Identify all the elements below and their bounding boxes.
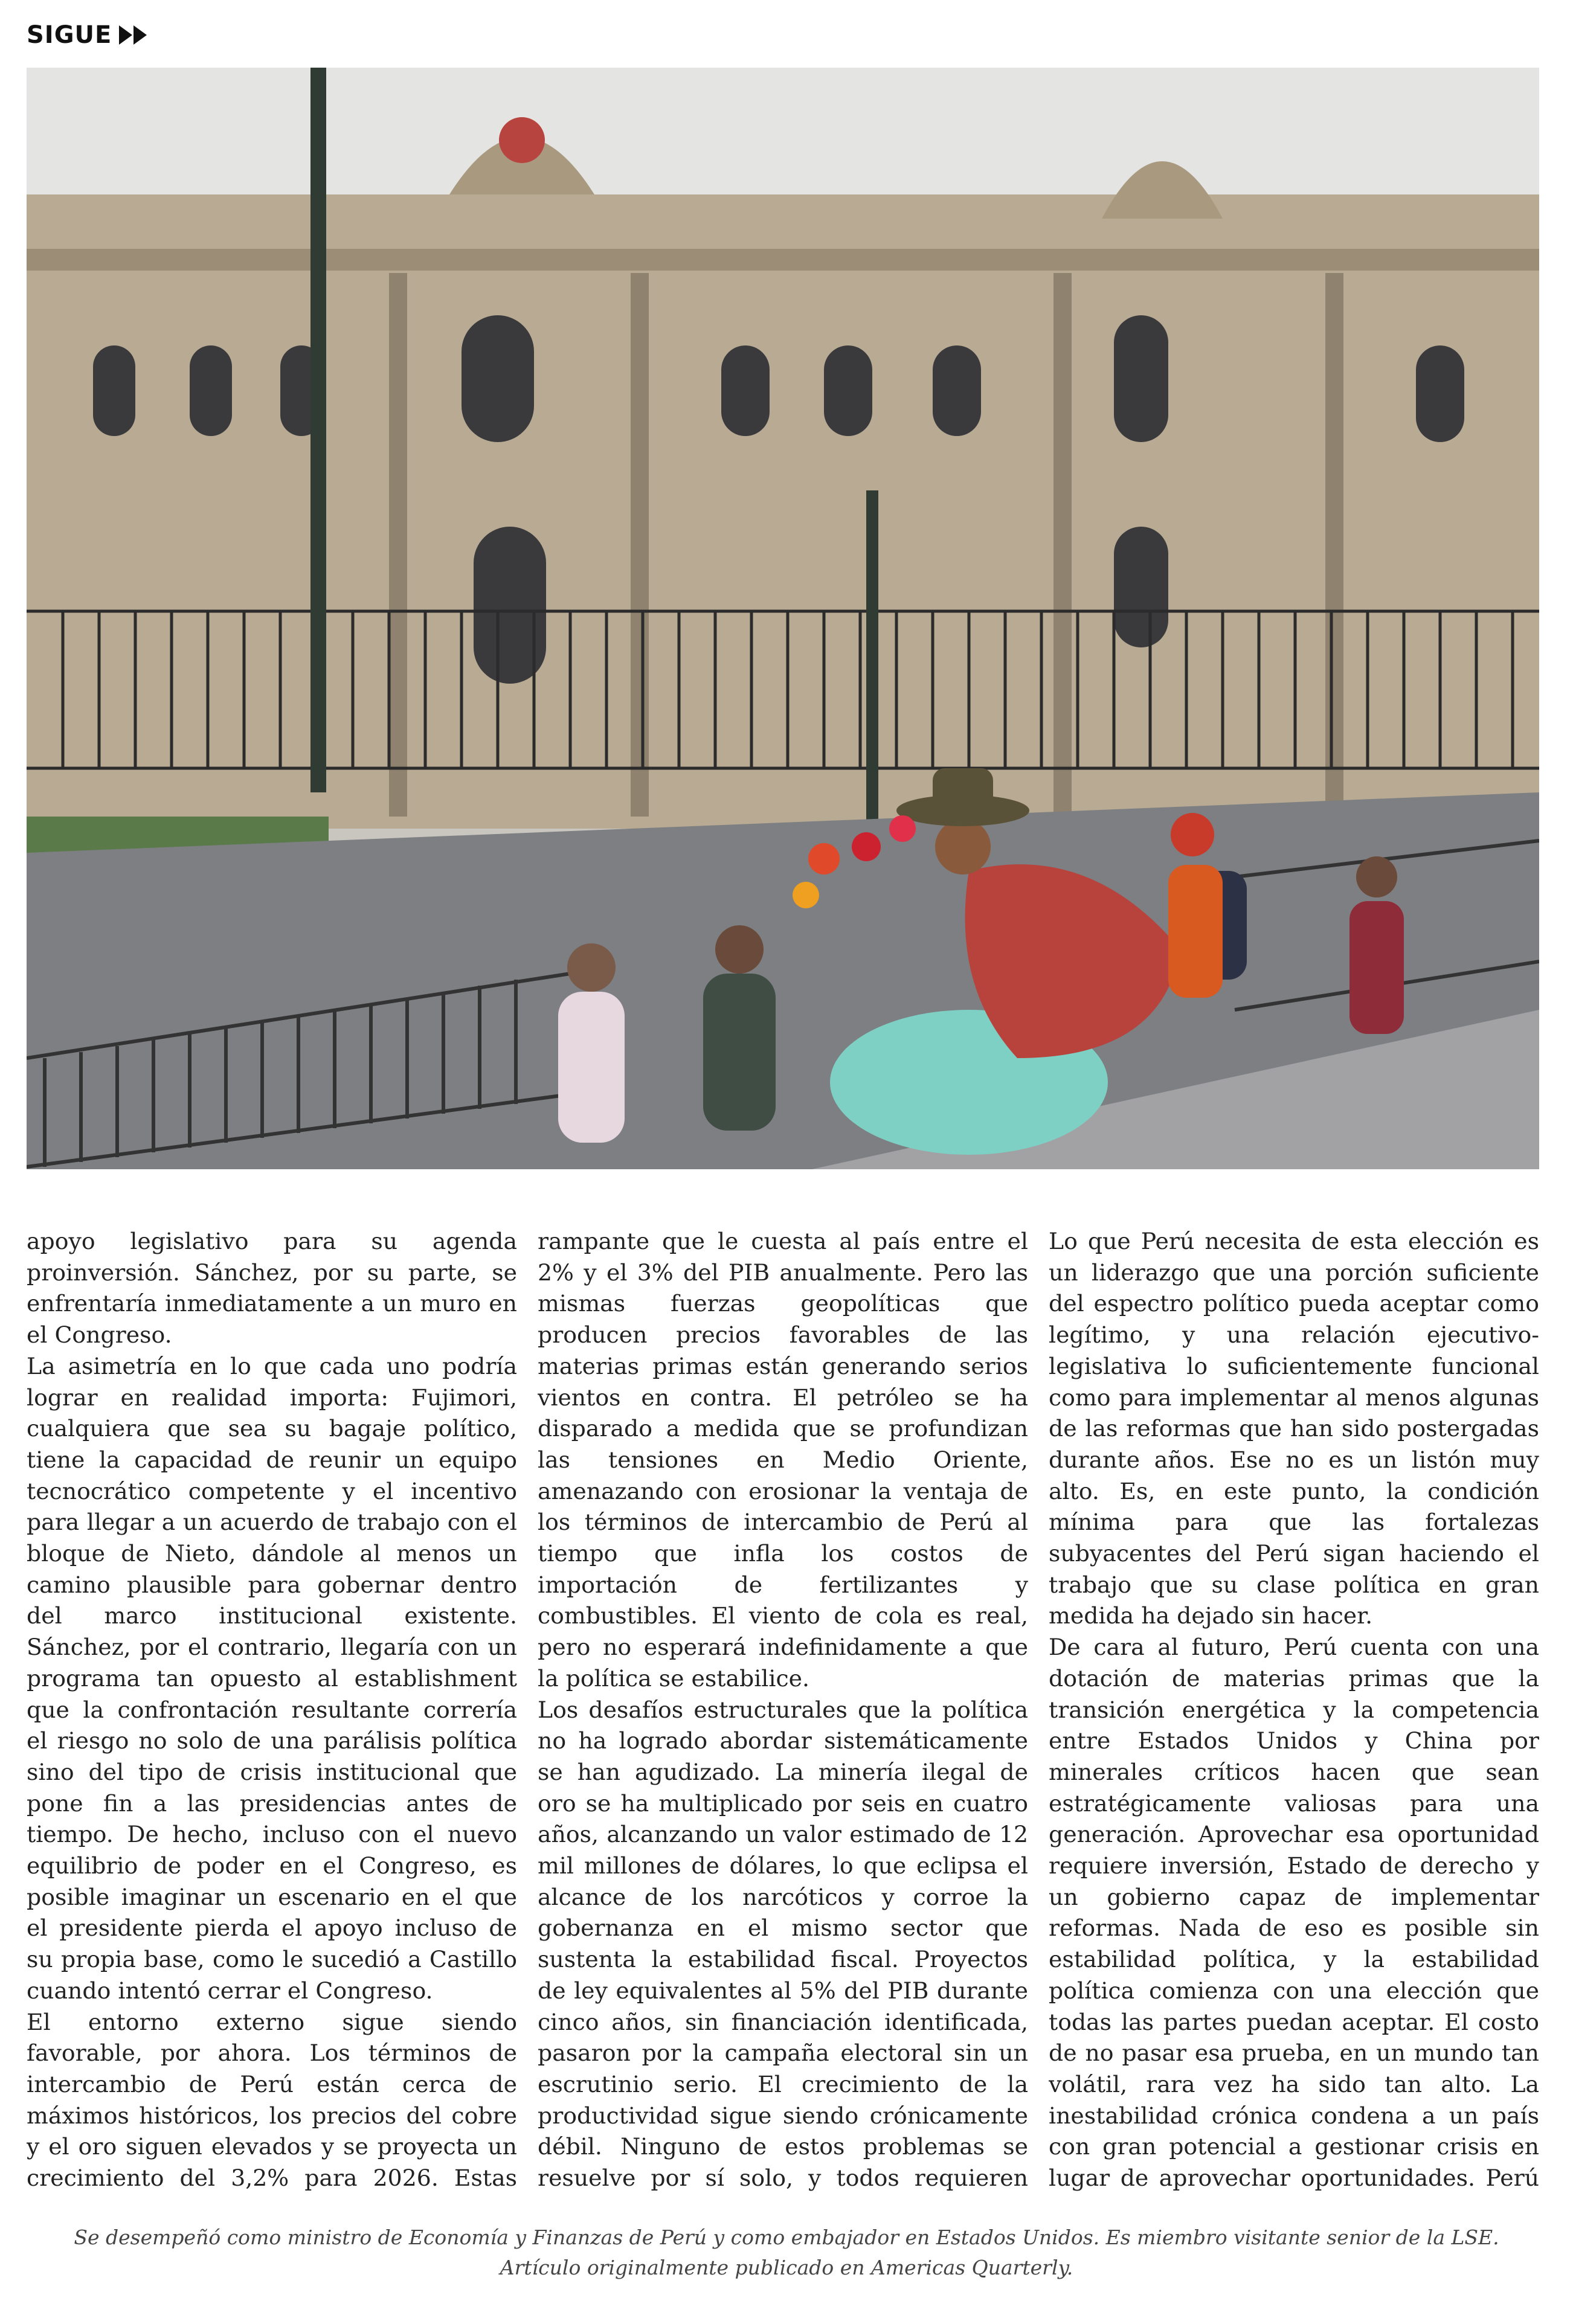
paragraph: Los desafíos estructurales que la política no ha logrado abordar sistemáticamente se han agudizado. La minería ilegal de oro se ha multiplicado por seis en cuatro años, alcanzando un valor estimado de 12 mil millones de dólares, lo que eclipsa el alcance de los narcóticos y corroe la gobernanza en el mismo sector que sustenta la estabilidad fiscal. Proyectos de ley equivalentes al 5% del PIB durante cinco años, sin financiación identificada, pasaron por la campaña electoral sin un escrutinio serio. El crecimiento de la productividad sigue siendo crónicamente débil. Ninguno de estos problemas se resuelve por sí solo, y todos requieren <box>538 1696 1028 2192</box>
paragraph: El entorno externo sigue siendo favorable, por ahora. Los términos de intercambio de Perú están cerca de máximos históricos, los precios del cobre y el oro siguen elevados y se proyecta un crecimiento del 3,2% para 2026. Estas <box>27 2008 517 2192</box>
article-photo <box>27 68 1539 1169</box>
continue-label: SIGUE <box>27 21 112 49</box>
double-play-arrow-icon <box>118 25 147 45</box>
paragraph: Lo que Perú necesita de esta elección es un liderazgo que una porción suficiente del espectro político pueda aceptar como legítimo, y una relación ejecutivo-legislativa lo suficientemente funcional como para implementar al menos algunas de las reformas que han sido postergadas durante años. Ese no es un listón muy alto. Es, en este punto, la condición mínima para que las fortalezas subyacentes del Perú sigan haciendo el trabajo que su clase política en gran medida ha dejado sin hacer. <box>1049 1228 1539 1629</box>
photo-lamp-post <box>310 68 326 792</box>
paragraph: rampante que le cuesta al país entre el 2% y el 3% del PIB anualmente. Pero las mismas fuerzas geopolíticas que producen precios favorables de las materias primas están generando serios vientos en contra. El petróleo se ha disparado a medida que se profundizan las tensiones en Medio Oriente, amenazando con erosionar la ventaja de los términos de intercambio de Perú al tiempo que infla los costos de importación de fertilizantes y combustibles. El viento de cola es real, pero no esperará indefinidamente a que la política se estabilice. <box>538 1228 1028 1692</box>
photo-building <box>27 194 1539 829</box>
photo-coat-of-arms <box>499 117 545 163</box>
photo-illustration <box>27 68 1539 1169</box>
article-column-2 <box>538 1226 1028 2192</box>
paragraph: apoyo legislativo para su agenda proinversión. Sánchez, por su parte, se enfrentaría inmediatamente a un muro en el Congreso. <box>27 1228 517 1349</box>
paragraph: La asimetría en lo que cada uno podría lograr en realidad importa: Fujimori, cualquiera que sea su bagaje político, tiene la capacidad de reunir un equipo tecnocrático competente y el incentivo para llegar a un acuerdo de trabajo con el bloque de Nieto, dándole al menos un camino plausible para gobernar dentro del marco institucional existente. Sánchez, por el contrario, llegaría con un programa tan opuesto al establishment que la confrontación resultante correría el riesgo no solo de una parálisis política sino del tipo de crisis institucional que pone fin a las presidencias antes de tiempo. De hecho, incluso con el nuevo equilibrio de poder en el Congreso, es posible imaginar un escenario en el que el presidente pierda el apoyo incluso de su propia base, como le sucedió a Castillo cuando intentó cerrar el Congreso. <box>27 1352 517 2004</box>
paragraph: De cara al futuro, Perú cuenta con una dotación de materias primas que la transición energética y la competencia entre Estados Unidos y China por minerales críticos hacen que sean estratégicamente valiosas para una generación. Aprovechar esa oportunidad requiere inversión, Estado de derecho y un gobierno capaz de implementar reformas. Nada de eso es posible sin estabilidad política, y la estabilidad política comienza con una elección que todas las partes puedan aceptar. El costo de no pasar esa prueba, en un mundo tan volátil, rara vez ha sido tan alto. La inestabilidad crónica condena a un país con gran potencial a gestionar crisis en lugar de aprovechar oportunidades. Perú <box>1049 1634 1539 2192</box>
article-column-3 <box>1049 1226 1539 2192</box>
article-column-1 <box>27 1226 517 2192</box>
article-body <box>27 1226 1539 2192</box>
photo-cornice <box>27 249 1539 271</box>
author-note: Se desempeñó como ministro de Economía y Finanzas de Perú y como embajador en Estados Unidos. Es miembro visitante senior de la LSE. Artículo originalmente publicado en Americas Quarterly. <box>74 2226 1499 2279</box>
continue-marker <box>27 18 147 52</box>
